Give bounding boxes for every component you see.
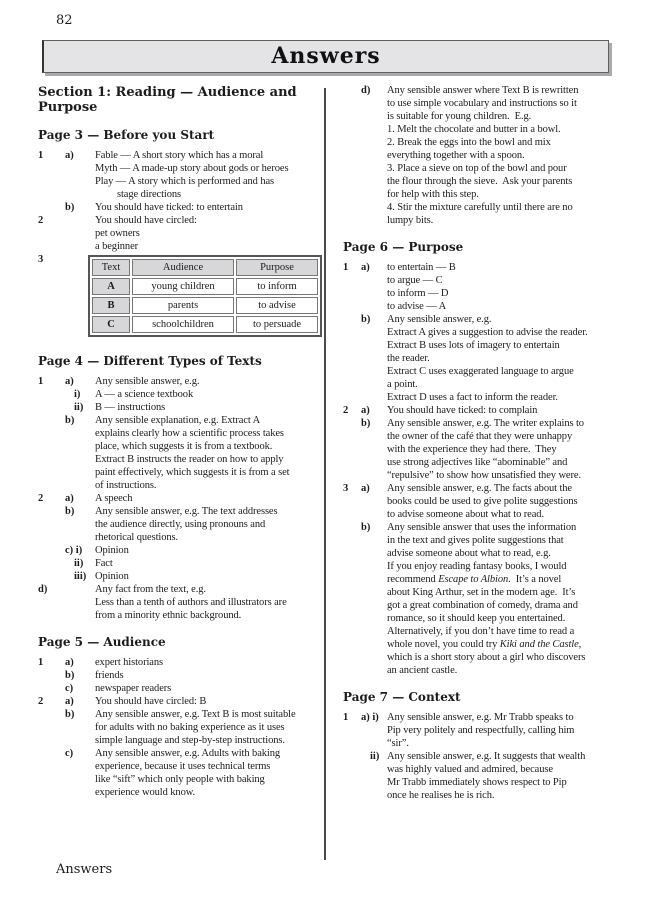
answer-line: You should have ticked: to complain bbox=[387, 405, 538, 416]
answer-number: 2 bbox=[38, 215, 44, 226]
answer-line: for help with this step. bbox=[387, 189, 479, 200]
answer-letter bbox=[65, 583, 95, 622]
answer-line: Opinion bbox=[95, 545, 129, 556]
answer-text bbox=[95, 505, 324, 544]
page-number: 82 bbox=[56, 13, 73, 28]
answer-line: paint effectively, which suggests it is from a set bbox=[95, 467, 290, 478]
answer-line: Any fact from the text, e.g. bbox=[95, 584, 206, 595]
answers-table bbox=[88, 255, 322, 337]
answer-number bbox=[38, 505, 65, 544]
answer-text bbox=[95, 570, 324, 583]
answer-line: to advise — A bbox=[387, 301, 447, 312]
page-heading: Page 5 — Audience bbox=[38, 635, 166, 649]
answer-number: 1 bbox=[38, 150, 44, 161]
answer-line: Extract A gives a suggestion to advise the reader. bbox=[387, 327, 588, 338]
answer-item bbox=[38, 505, 324, 544]
answer-letter: a) bbox=[65, 657, 74, 668]
book-title-italic: Kiki and the Castle bbox=[499, 639, 579, 650]
answer-item bbox=[38, 201, 324, 214]
answer-letter: b) bbox=[65, 709, 75, 720]
answer-line: place, which suggests it is from a textbook. bbox=[95, 441, 273, 452]
answer-text bbox=[95, 375, 324, 388]
answer-line: Extract B instructs the reader on how to apply bbox=[95, 454, 284, 465]
answer-text bbox=[95, 401, 324, 414]
answer-line: 2. Break the eggs into the bowl and mix bbox=[387, 137, 551, 148]
column-divider-rule bbox=[324, 88, 326, 860]
table-cell: to inform bbox=[236, 278, 318, 295]
page-heading: Page 3 — Before you Start bbox=[38, 128, 215, 142]
answer-text bbox=[95, 583, 324, 622]
right-column bbox=[335, 84, 634, 860]
answer-line: an ancient castle. bbox=[387, 665, 458, 676]
answer-line: about King Arthur, set in the modern age. It’s bbox=[387, 587, 576, 598]
answer-letter: a) bbox=[65, 150, 74, 161]
answer-letter: b) bbox=[65, 506, 75, 517]
answer-text bbox=[387, 711, 634, 750]
answer-line: Any sensible answer, e.g. bbox=[95, 376, 200, 387]
table-row bbox=[92, 297, 318, 314]
answer-line: was highly valued and admired, because bbox=[387, 764, 553, 775]
answer-number bbox=[38, 682, 65, 695]
answer-line: 4. Stir the mixture carefully until there are no bbox=[387, 202, 573, 213]
answer-line: Alternatively, if you don’t have time to read a bbox=[387, 626, 575, 637]
answer-line: Any sensible answer, e.g. The text addresses bbox=[95, 506, 278, 517]
answer-line: Any sensible answer where Text B is rewritten bbox=[387, 85, 579, 96]
answer-line: Any sensible answer, e.g. bbox=[387, 314, 492, 325]
answer-line: Any sensible answer, e.g. It suggests that wealth bbox=[387, 751, 586, 762]
answer-letter: a) bbox=[65, 696, 74, 707]
answer-line: 1. Melt the chocolate and butter in a bowl. bbox=[387, 124, 561, 135]
answer-number: 2 bbox=[38, 493, 44, 504]
answer-line: the owner of the café that they were unhappy bbox=[387, 431, 573, 442]
answer-line: books could be used to give polite suggestions bbox=[387, 496, 578, 507]
answer-number bbox=[343, 313, 361, 404]
answer-line bbox=[387, 638, 634, 651]
page-content bbox=[36, 84, 634, 860]
answer-line: friends bbox=[95, 670, 124, 681]
answer-number: 1 bbox=[38, 657, 44, 668]
answer-text bbox=[95, 149, 324, 201]
answer-line: the audience directly, using pronouns and bbox=[95, 519, 266, 530]
answer-line: a point. bbox=[387, 379, 418, 390]
answer-line: Any sensible answer, e.g. The facts about the bbox=[387, 483, 572, 494]
answer-text bbox=[95, 656, 324, 669]
answer-line: lumpy bits. bbox=[387, 215, 434, 226]
answer-line: Any sensible explanation, e.g. Extract A bbox=[95, 415, 261, 426]
answer-line: the flour through the sieve. Ask your parents bbox=[387, 176, 573, 187]
answer-line bbox=[387, 573, 634, 586]
answer-line: Extract B uses lots of imagery to entertain bbox=[387, 340, 560, 351]
answer-line: Opinion bbox=[95, 571, 129, 582]
answer-number bbox=[38, 747, 65, 799]
answer-item bbox=[38, 669, 324, 682]
left-column bbox=[36, 84, 324, 860]
answer-line: everything together with a spoon. bbox=[387, 150, 525, 161]
answer-line: from a minority ethnic background. bbox=[95, 610, 242, 621]
answer-letter: b) bbox=[361, 522, 371, 533]
answer-line: B — instructions bbox=[95, 402, 166, 413]
answer-text bbox=[387, 261, 634, 313]
answer-letter: b) bbox=[65, 415, 75, 426]
answer-text bbox=[95, 669, 324, 682]
answer-line: which is a short story about a girl who discovers bbox=[387, 652, 586, 663]
answer-line: of instructions. bbox=[95, 480, 157, 491]
answer-text bbox=[95, 201, 324, 214]
answer-line: Fable — A short story which has a moral bbox=[95, 150, 264, 161]
answer-text bbox=[387, 750, 634, 802]
answer-line: explains clearly how a scientific process takes bbox=[95, 428, 284, 439]
answer-number bbox=[343, 750, 361, 802]
answer-text bbox=[95, 544, 324, 557]
answer-line: a beginner bbox=[95, 241, 139, 252]
table-cell: young children bbox=[132, 278, 234, 295]
answer-item bbox=[38, 695, 324, 708]
answer-item bbox=[343, 750, 634, 802]
answer-number bbox=[38, 388, 65, 401]
answer-line: If you enjoy reading fantasy books, I would bbox=[387, 561, 567, 572]
answer-number bbox=[38, 669, 65, 682]
table-cell: parents bbox=[132, 297, 234, 314]
answer-item bbox=[38, 388, 324, 401]
answer-line: “sir”. bbox=[387, 738, 409, 749]
answer-letter: b) bbox=[361, 418, 371, 429]
answer-text bbox=[387, 521, 634, 677]
answer-letter: b) bbox=[65, 202, 75, 213]
answer-line: for adults with no baking experience as it uses bbox=[95, 722, 285, 733]
answer-number: d) bbox=[38, 584, 48, 595]
answer-item bbox=[38, 253, 324, 341]
answer-number bbox=[38, 201, 65, 214]
answer-letter: a) bbox=[361, 405, 370, 416]
table-row bbox=[92, 278, 318, 295]
answer-item bbox=[38, 747, 324, 799]
answer-number bbox=[38, 570, 65, 583]
table-cell: B bbox=[92, 297, 130, 314]
answer-line: Play — A story which is performed and has bbox=[95, 176, 275, 187]
answer-line: to argue — C bbox=[387, 275, 443, 286]
page-title: Answers bbox=[271, 43, 381, 69]
answer-line: “repulsive” to show how unsatisfied they were. bbox=[387, 470, 581, 481]
answer-text bbox=[387, 313, 634, 404]
answer-line: Any sensible answer that uses the information bbox=[387, 522, 577, 533]
table-cell: to advise bbox=[236, 297, 318, 314]
answer-line: in the text and gives polite suggestions that bbox=[387, 535, 564, 546]
section-title: Section 1: Reading — Audience and Purpose bbox=[38, 85, 297, 115]
answer-item bbox=[343, 711, 634, 750]
answer-text bbox=[387, 417, 634, 482]
answer-line: Mr Trabb immediately shows respect to Pip bbox=[387, 777, 567, 788]
answer-item bbox=[343, 521, 634, 677]
answer-letter: ii) bbox=[370, 751, 380, 762]
answer-item bbox=[38, 149, 324, 201]
answer-line: is suitable for young children. E.g. bbox=[387, 111, 532, 122]
answer-number: 3 bbox=[38, 254, 44, 265]
answer-text bbox=[387, 482, 634, 521]
answer-number: 1 bbox=[343, 262, 349, 273]
table-header-cell: Text bbox=[92, 259, 130, 276]
table-cell: C bbox=[92, 316, 130, 333]
table-header-cell: Audience bbox=[132, 259, 234, 276]
answer-letter: ii) bbox=[74, 402, 84, 413]
answer-line: with the experience they had there. They bbox=[387, 444, 557, 455]
text-segment: whole novel, you could try bbox=[387, 639, 500, 650]
answer-text bbox=[95, 557, 324, 570]
answer-line: like “sift” which only people with baking bbox=[95, 774, 265, 785]
answer-line: Any sensible answer, e.g. The writer explains to bbox=[387, 418, 584, 429]
answer-line: Extract C uses exaggerated language to argue bbox=[387, 366, 574, 377]
answer-text bbox=[95, 388, 324, 401]
answer-number: 2 bbox=[38, 696, 44, 707]
answer-letter: a) i) bbox=[361, 712, 379, 723]
answer-item bbox=[343, 84, 634, 227]
answer-line: 3. Place a sieve on top of the bowl and pour bbox=[387, 163, 567, 174]
answer-text bbox=[387, 84, 634, 227]
answer-letter: a) bbox=[361, 262, 370, 273]
text-segment: , bbox=[578, 639, 582, 650]
answer-item bbox=[38, 401, 324, 414]
answer-line: to inform — D bbox=[387, 288, 449, 299]
table-cell: A bbox=[92, 278, 130, 295]
answer-letter: c) bbox=[65, 748, 74, 759]
answer-line: advise someone about what to read, e.g. bbox=[387, 548, 551, 559]
answer-number bbox=[343, 84, 361, 227]
answer-item bbox=[343, 404, 634, 417]
answer-line: A — a science textbook bbox=[95, 389, 194, 400]
answer-line: to use simple vocabulary and instructions so it bbox=[387, 98, 577, 109]
answer-line: the reader. bbox=[387, 353, 430, 364]
text-segment: recommend bbox=[387, 574, 439, 585]
answer-text bbox=[95, 682, 324, 695]
answer-number: 1 bbox=[343, 712, 349, 723]
answer-text bbox=[95, 253, 324, 341]
answer-line: pet owners bbox=[95, 228, 140, 239]
answer-line: rhetorical questions. bbox=[95, 532, 179, 543]
answer-number bbox=[343, 521, 361, 677]
answer-line: newspaper readers bbox=[95, 683, 172, 694]
answer-number bbox=[343, 417, 361, 482]
answer-letter: b) bbox=[65, 670, 75, 681]
answer-item bbox=[38, 414, 324, 492]
table-row bbox=[92, 316, 318, 333]
table-cell: to persuade bbox=[236, 316, 318, 333]
answer-line: simple language and step-by-step instructions. bbox=[95, 735, 285, 746]
answer-text bbox=[95, 414, 324, 492]
answer-item bbox=[38, 682, 324, 695]
answer-number bbox=[38, 557, 65, 570]
answer-letter: ii) bbox=[74, 558, 84, 569]
answer-line: A speech bbox=[95, 493, 133, 504]
answer-text bbox=[95, 214, 324, 253]
table-header-row bbox=[92, 259, 318, 276]
answer-item bbox=[343, 417, 634, 482]
answer-item bbox=[343, 313, 634, 404]
answer-text bbox=[387, 404, 634, 417]
answer-line: use strong adjectives like “abominable” and bbox=[387, 457, 568, 468]
answer-line: stage directions bbox=[117, 189, 182, 200]
answer-line: You should have circled: bbox=[95, 215, 197, 226]
answer-letter: c) bbox=[65, 683, 74, 694]
answer-letter: c) i) bbox=[65, 545, 83, 556]
answer-number: 1 bbox=[38, 376, 44, 387]
answer-line: Less than a tenth of authors and illustrators are bbox=[95, 597, 287, 608]
answer-item bbox=[38, 492, 324, 505]
answers-header-box bbox=[42, 40, 609, 73]
answer-letter: iii) bbox=[74, 571, 87, 582]
answer-letter: a) bbox=[65, 493, 74, 504]
answer-number bbox=[38, 401, 65, 414]
answer-number bbox=[38, 544, 65, 557]
answer-letter bbox=[65, 214, 95, 253]
book-title-italic: Escape to Albion bbox=[438, 574, 509, 585]
answer-line: once he realises he is rich. bbox=[387, 790, 495, 801]
answer-line: Any sensible answer, e.g. Text B is most suitable bbox=[95, 709, 296, 720]
answer-line: Myth — A made-up story about gods or heroes bbox=[95, 163, 289, 174]
answer-item bbox=[343, 482, 634, 521]
answer-text bbox=[95, 708, 324, 747]
answer-item bbox=[38, 570, 324, 583]
answer-letter: d) bbox=[361, 85, 371, 96]
text-segment: . It’s a novel bbox=[508, 574, 562, 585]
table-cell: schoolchildren bbox=[132, 316, 234, 333]
answer-line: to advise someone about what to read. bbox=[387, 509, 544, 520]
answer-number: 3 bbox=[343, 483, 349, 494]
page-heading: Page 7 — Context bbox=[343, 690, 461, 704]
answer-text bbox=[95, 695, 324, 708]
answer-item bbox=[38, 214, 324, 253]
answer-item bbox=[38, 375, 324, 388]
footer-label: Answers bbox=[56, 862, 113, 877]
answer-line: experience would know. bbox=[95, 787, 196, 798]
answer-letter: a) bbox=[361, 483, 370, 494]
answer-line: Any sensible answer, e.g. Mr Trabb speaks to bbox=[387, 712, 574, 723]
answer-line: expert historians bbox=[95, 657, 163, 668]
answer-item bbox=[38, 656, 324, 669]
answer-item bbox=[343, 261, 634, 313]
answer-letter: b) bbox=[361, 314, 371, 325]
answer-line: romance, so it should keep you entertained. bbox=[387, 613, 566, 624]
answer-line: You should have circled: B bbox=[95, 696, 207, 707]
answer-text bbox=[95, 747, 324, 799]
table-header-cell: Purpose bbox=[236, 259, 318, 276]
answer-line: Any sensible answer, e.g. Adults with baking bbox=[95, 748, 281, 759]
page-heading: Page 6 — Purpose bbox=[343, 240, 464, 254]
left-column-blocks bbox=[38, 128, 324, 799]
answer-line: got a great combination of comedy, drama and bbox=[387, 600, 578, 611]
page-heading: Page 4 — Different Types of Texts bbox=[38, 354, 262, 368]
answer-item bbox=[38, 583, 324, 622]
answer-line: You should have ticked: to entertain bbox=[95, 202, 243, 213]
answer-number bbox=[38, 414, 65, 492]
answer-line: experience, because it uses technical terms bbox=[95, 761, 271, 772]
answer-letter: i) bbox=[74, 389, 81, 400]
answer-number: 2 bbox=[343, 405, 349, 416]
answer-item bbox=[38, 557, 324, 570]
answer-line: Pip very politely and respectfully, calling him bbox=[387, 725, 575, 736]
answer-line: Fact bbox=[95, 558, 113, 569]
answer-number bbox=[38, 708, 65, 747]
answer-text bbox=[95, 492, 324, 505]
answer-letter: a) bbox=[65, 376, 74, 387]
answer-item bbox=[38, 708, 324, 747]
answer-line: Extract D uses a fact to inform the reader. bbox=[387, 392, 558, 403]
answer-item bbox=[38, 544, 324, 557]
answer-line: to entertain — B bbox=[387, 262, 456, 273]
